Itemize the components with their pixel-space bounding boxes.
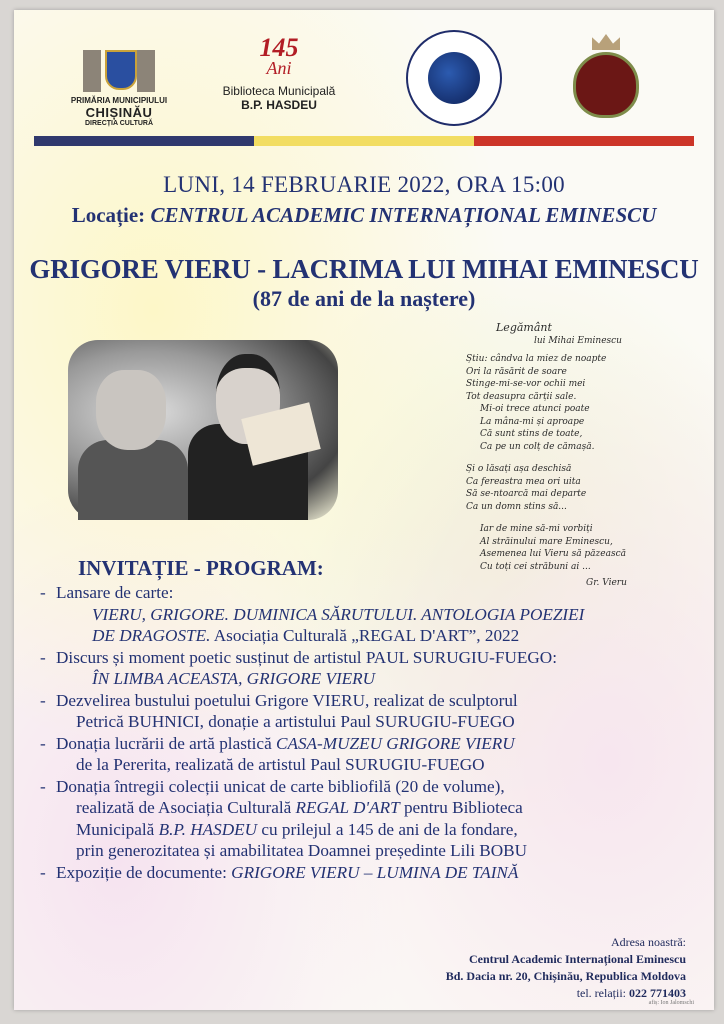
manuscript-line: Tot deasupra cărții sale. [466, 391, 577, 402]
regal-dart-emblem-icon [573, 52, 639, 118]
manuscript-line: Că sunt stins de toate, [480, 429, 583, 439]
program-item-line: ÎN LIMBA ACEASTA, GRIGORE VIERU [92, 669, 376, 688]
program-item-bust: - Dezvelirea bustului poetului Grigore VIERU, realizat de sculptorul [36, 690, 704, 712]
biblioteca-years: 145 [259, 33, 299, 62]
location-label: Locație: [71, 203, 146, 227]
contact-address [446, 934, 686, 1002]
handwritten-manuscript [466, 322, 706, 592]
address-line1: Centrul Academic Internațional Eminescu [469, 952, 686, 966]
program-list [36, 582, 704, 883]
program-item-painting: - Donația lucrării de artă plastică CASA-MUZEU GRIGORE VIERU [36, 733, 704, 755]
manuscript-line: Știu: cândva la miez de noapte [466, 354, 607, 364]
manuscript-line: Ca fereastra mea ori uita [466, 476, 581, 487]
primaria-line1: PRIMĂRIA MUNICIPIULUI [70, 96, 168, 105]
manuscript-title: Legământ [496, 321, 552, 334]
event-location [14, 203, 714, 228]
program-item-collection: - Donația întregii colecții unicat de carte bibliofilă (20 de volume), [36, 776, 704, 798]
program-item-exhibition: - Expoziție de documente: GRIGORE VIERU – LUMINA DE TAINĂ [36, 862, 704, 884]
manuscript-subtitle: lui Mihai Eminescu [534, 335, 622, 346]
primaria-line2: CHIȘINĂU [85, 105, 153, 120]
manuscript-line: Al străinului mare Eminescu, [480, 536, 613, 547]
manuscript-line: Și o lăsați așa deschisă [466, 464, 572, 474]
event-date: LUNI, 14 FEBRUARIE 2022, ORA 15:00 [163, 172, 565, 197]
logos-row [14, 30, 714, 140]
tricolor-band [34, 136, 694, 146]
program-item-line: de la Pererita, realizată de artistul Paul SURUGIU-FUEGO [76, 755, 485, 774]
biblioteca-ani: Ani [266, 58, 292, 78]
biblioteca-line2: B.P. HASDEU [241, 98, 317, 112]
address-line2: Bd. Dacia nr. 20, Chișinău, Republica Moldova [445, 969, 686, 983]
castle-emblem-icon [79, 40, 159, 92]
program-item-line: VIERU, GRIGORE. DUMINICA SĂRUTULUI. ANTOLOGIA POEZIEI [92, 604, 585, 624]
manuscript-line: Să se-ntoarcă mai departe [466, 489, 587, 499]
eminescu-centre-logo [406, 30, 502, 126]
location-value: CENTRUL ACADEMIC INTERNAȚIONAL EMINESCU [150, 203, 657, 227]
manuscript-signature: Gr. Vieru [586, 578, 627, 588]
regal-dart-logo [566, 34, 646, 124]
event-title: GRIGORE VIERU - LACRIMA LUI MIHAI EMINESCU [29, 254, 699, 284]
manuscript-line: Cu toți cei străbuni ai ... [480, 561, 591, 572]
manuscript-line: Ca pe un colț de cămașă. [480, 441, 595, 452]
manuscript-line: Stinge-mi-se-vor ochii mei [466, 379, 586, 389]
event-subtitle: (87 de ani de la naștere) [252, 286, 476, 311]
primaria-logo [64, 40, 174, 127]
crown-icon [592, 34, 620, 50]
manuscript-line: La mâna-mi și aproape [480, 416, 585, 427]
manuscript-line: Mi-oi trece atunci poate [480, 404, 590, 414]
program-item-discourse: - Discurs și moment poetic susținut de artistul PAUL SURUGIU-FUEGO: [36, 647, 704, 669]
program-item-line: prin generozitatea și amabilitatea Doamnei președinte Lili BOBU [76, 841, 528, 860]
manuscript-line: Ca un domn stins să... [466, 501, 567, 512]
program-item-book-launch: - Lansare de carte: [36, 582, 704, 604]
manuscript-line: Ori la răsărit de soare [466, 366, 567, 377]
program-item-line: realizată de Asociația Culturală REGAL D'ART pentru Biblioteca [76, 798, 523, 817]
primaria-line3: DIRECȚIA CULTURĂ [84, 120, 154, 127]
address-label: Adresa noastră: [611, 935, 686, 949]
program-item-line: Municipală B.P. HASDEU cu prilejul a 145 de ani de la fondare, [76, 819, 518, 839]
biblioteca-line1: Biblioteca Municipală [222, 84, 336, 98]
poster-credit: afiș: Ion Jalomschi [648, 1000, 694, 1006]
manuscript-line: Asemenea lui Vieru să păzească [480, 549, 627, 559]
manuscript-line: Iar de mine să-mi vorbiți [480, 524, 593, 534]
eminescu-ring-icon [406, 30, 502, 126]
program-item-line: Petrică BUHNICI, donație a artistului Paul SURUGIU-FUEGO [76, 712, 515, 731]
biblioteca-logo [204, 33, 354, 112]
address-phone: tel. relații: 022 771403 [576, 986, 686, 1000]
program-item-line: DE DRAGOSTE. Asociația Culturală „REGAL D'ART”, 2022 [92, 626, 520, 645]
program-heading: INVITAȚIE - PROGRAM: [78, 556, 324, 580]
photo-vieru-fuego [68, 340, 338, 520]
event-poster [14, 10, 714, 1010]
